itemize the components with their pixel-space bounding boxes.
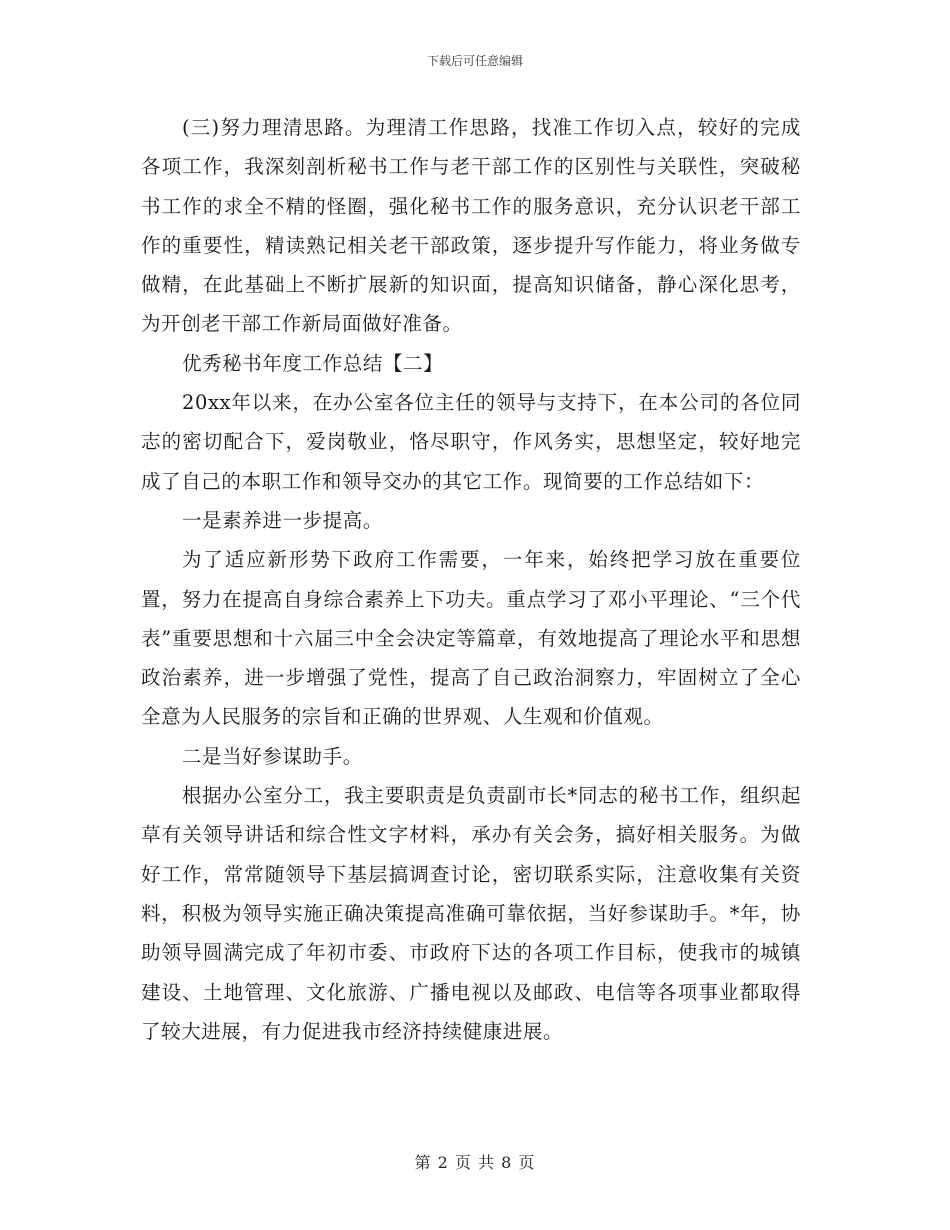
paragraph-assistant: 根据办公室分工，我主要职责是负责副市长*同志的秘书工作，组织起草有关领导讲话和综合性文字材料，承办有关会务，搞好相关服务。为做好工作，常常随领导下基层搞调查讨论，密切联系实际，注意收集有关资料，积极为领导实施正确决策提高准确可靠依据，当好参谋助手。*年，协助领导圆满完成了年初市委、市政府下达的各项工作目标，使我市的城镇 建设、土地管理、文化旅游、广播电视以及邮政、电信等各项事业都取得了较大进展，有力促进我市经济持续健康进展。	[141, 784, 801, 1043]
page-number: 第 2 页 共 8 页	[414, 1153, 536, 1172]
paragraph-quality: 为了适应新形势下政府工作需要，一年来，始终把学习放在重要位置，努力在提高自身综合素养上下功夫。重点学习了邓小平理论、“三个代表”重要思想和十六届三中全会决定等篇章，有效地提高了理论水平和思想政治素养，进一步增强了党性，提高了自己政治洞察力，牢固树立了全心全意为人民服务的宗旨和正确的世界观、人生观和价值观。	[141, 548, 801, 729]
section-title: 优秀秘书年度工作总结【二】	[181, 351, 444, 375]
document-body	[141, 108, 801, 1051]
paragraph-intro: 20xx年以来，在办公室各位主任的领导与支持下，在本公司的各位同志的密切配合下，爱岗敬业，恪尽职守，作风务实，思想坚定，较好地完成了自己的本职工作和领导交办的其它工作。现简要的工作总结如下：	[141, 391, 801, 493]
heading-assistant: 二是当好参谋助手。	[181, 744, 363, 768]
heading-quality: 一是素养进一步提高。	[181, 508, 383, 532]
paragraph-thinking: (三)努力理清思路。为理清工作思路，找准工作切入点，较好的完成各项工作，我深刻剖析秘书工作与老干部工作的区别性与关联性，突破秘书工作的求全不精的怪圈，强化秘书工作的服务意识，充分认识老干部工作的重要性，精读熟记相关老干部政策，逐步提升写作能力，将业务做专做精，在此基础上不断扩展新的知识面，提高知识储备，静心深化思考，为开创老干部工作新局面做好准备。	[141, 116, 801, 336]
page-header-note: 下载后可任意编辑	[426, 54, 523, 68]
